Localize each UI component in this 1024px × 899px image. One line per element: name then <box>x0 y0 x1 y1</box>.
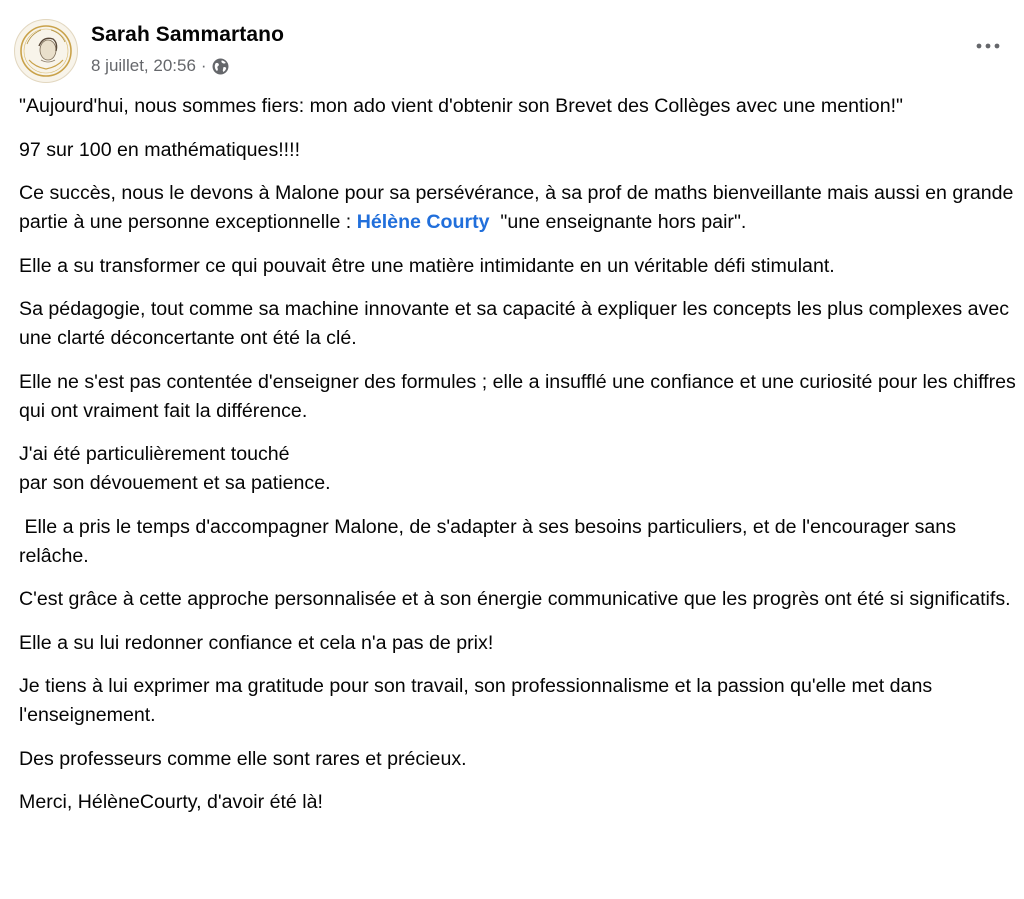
paragraph-text: "une enseignante hors pair". <box>489 211 747 233</box>
meta-separator: · <box>200 56 207 75</box>
post-timestamp[interactable]: 8 juillet, 20:56 <box>91 56 196 75</box>
post-paragraph: Elle a su lui redonner confiance et cela n'a pas de prix! <box>19 631 494 654</box>
post-paragraph: 97 sur 100 en mathématiques!!!! <box>19 138 301 161</box>
post-paragraph: Elle ne s'est pas contentée d'enseigner des formules ; elle a insufflé une confiance et une curiosité pour les chiffres qui ont vraiment fait la différence. <box>19 370 1016 422</box>
post-paragraph <box>19 440 1019 498</box>
more-options-icon <box>975 42 1001 50</box>
post-meta <box>91 55 229 77</box>
paragraph-text: Ce succès, nous le devons à Malone pour sa persévérance, à sa prof de maths bienveillante mais aussi en grande partie à une personne exceptionnelle : <box>19 182 1014 233</box>
post-paragraph: Elle a su transformer ce qui pouvait être une matière intimidante en un véritable défi stimulant. <box>19 254 835 277</box>
mention-link[interactable]: Hélène Courty <box>356 211 490 233</box>
post-paragraph-with-mention <box>19 179 1019 237</box>
post-paragraph: "Aujourd'hui, nous sommes fiers: mon ado vient d'obtenir son Brevet des Collèges avec une mention!" <box>19 95 903 117</box>
post-paragraph: C'est grâce à cette approche personnalisée et à son énergie communicative que les progrès ont été si significatifs. <box>19 588 1011 610</box>
post-header <box>0 0 1024 90</box>
post-body <box>19 92 1019 832</box>
author-name[interactable]: Sarah Sammartano <box>91 23 285 46</box>
avatar-logo-icon <box>15 20 77 82</box>
paragraph-line: par son dévouement et sa patience. <box>19 472 331 494</box>
paragraph-line: J'ai été particulièrement touché <box>19 443 290 465</box>
avatar[interactable] <box>14 19 78 83</box>
globe-icon[interactable] <box>212 58 229 75</box>
post-paragraph: Elle a pris le temps d'accompagner Malone, de s'adapter à ses besoins particuliers, et de l'encourager sans relâche. <box>19 515 962 567</box>
post-paragraph: Je tiens à lui exprimer ma gratitude pour son travail, son professionnalisme et la passion qu'elle met dans l'enseignement. <box>19 675 933 726</box>
post-paragraph: Merci, HélèneCourty, d'avoir été là! <box>19 791 323 813</box>
more-options-button[interactable] <box>968 30 1008 62</box>
post-paragraph: Sa pédagogie, tout comme sa machine innovante et sa capacité à expliquer les concepts les plus complexes avec une clarté déconcertante ont été la clé. <box>19 298 1010 349</box>
post-paragraph: Des professeurs comme elle sont rares et précieux. <box>19 747 467 770</box>
